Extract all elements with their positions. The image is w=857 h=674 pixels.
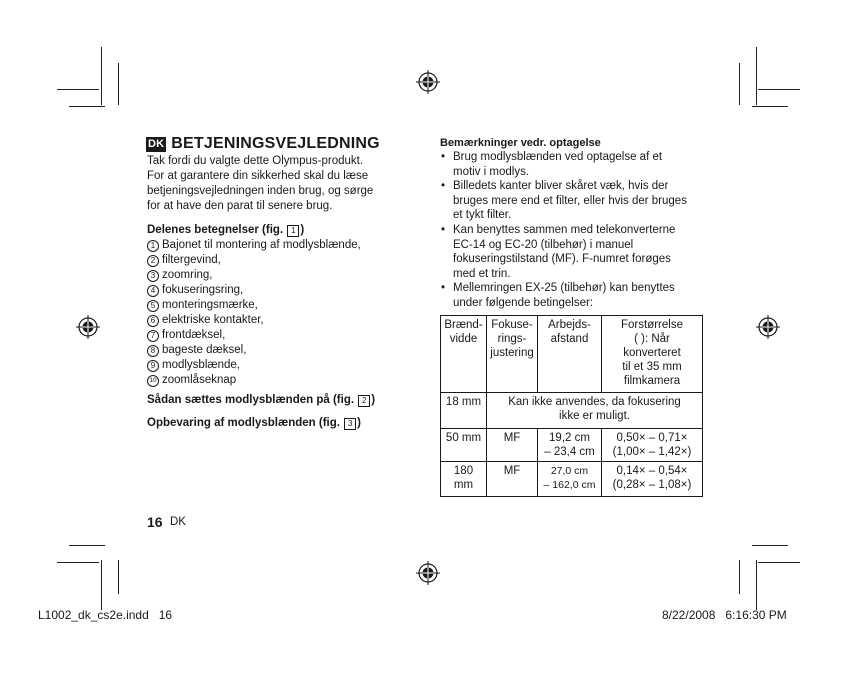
- list-item: [147, 298, 407, 313]
- hood-attach-heading: [147, 393, 407, 408]
- part-label: Bajonet til montering af modlysblænde,: [162, 239, 361, 251]
- notes-list: [440, 150, 710, 311]
- list-item: [440, 223, 710, 281]
- list-item: [440, 179, 710, 223]
- title-text: BETJENINGSVEJLEDNING: [171, 135, 380, 152]
- page-number: 16: [147, 514, 163, 530]
- bullet-line: bruges mere end et filter, eller hvis der bruges: [453, 194, 687, 207]
- registration-mark-icon: [76, 315, 100, 339]
- part-label: bageste dæksel,: [162, 344, 247, 356]
- part-number: 9: [147, 360, 159, 372]
- table-row: [441, 462, 703, 497]
- part-number: 3: [147, 270, 159, 282]
- list-item: [147, 238, 407, 253]
- header-line: afstand: [550, 333, 589, 345]
- crop-mark: [758, 562, 800, 563]
- cell-line: 0,14× – 0,54×: [616, 465, 688, 477]
- list-item: [147, 343, 407, 358]
- intro-line: for at have den parat til senere brug.: [147, 200, 333, 212]
- part-label: filtergevind,: [162, 254, 221, 266]
- bullet-line: under følgende betingelser:: [453, 296, 594, 309]
- table-cell: 50 mm: [441, 429, 487, 462]
- crop-mark: [69, 545, 105, 546]
- header-line: Forstørrelse: [621, 319, 683, 331]
- crop-mark: [69, 106, 105, 107]
- figure-ref-box: 1: [287, 225, 299, 237]
- part-number: 6: [147, 315, 159, 327]
- table-row: [441, 429, 703, 462]
- cell-line: (1,00× – 1,42×): [612, 446, 692, 458]
- crop-mark: [758, 89, 800, 90]
- intro-line: Tak fordi du valgte dette Olympus-produkt.: [147, 155, 364, 167]
- list-item: [147, 328, 407, 343]
- bullet-line: fokuseringstilstand (MF). F-numret forøges: [453, 253, 671, 266]
- cell-line: Kan ikke anvendes, da fokusering: [508, 396, 681, 408]
- header-line: vidde: [449, 333, 478, 345]
- bullet-line: • Billedets kanter bliver skåret væk, hvis der: [453, 180, 669, 193]
- intro-line: For at garantere din sikkerhed skal du læse: [147, 170, 369, 182]
- crop-mark: [739, 560, 740, 594]
- part-label: fokuseringsring,: [162, 284, 244, 296]
- header-line: ( ): Når: [634, 333, 670, 345]
- parts-heading: [147, 223, 407, 238]
- hood-store-heading: [147, 416, 407, 431]
- cell-line: (0,28× – 1,08×): [612, 479, 692, 491]
- header-line: Fokuse-: [491, 319, 533, 331]
- table-header-row: [441, 316, 703, 393]
- crop-mark: [101, 560, 102, 610]
- part-number: 10: [147, 375, 159, 387]
- bullet-line: • Kan benyttes sammen med telekonverterne: [453, 223, 676, 236]
- cell-line: – 162,0 cm: [543, 479, 596, 491]
- part-number: 2: [147, 255, 159, 267]
- notes-heading: Bemærkninger vedr. optagelse: [440, 137, 601, 149]
- figure-ref-box: 3: [344, 418, 356, 430]
- hood-attach-text: Sådan sættes modlysblænden på (fig.: [147, 394, 355, 406]
- table-header-cell: [602, 316, 703, 393]
- crop-mark: [752, 106, 788, 107]
- header-line: konverteret: [623, 347, 681, 359]
- header-line: justering: [490, 347, 534, 359]
- table-row: [441, 393, 703, 429]
- crop-mark: [756, 560, 757, 610]
- list-item: [147, 358, 407, 373]
- parts-heading-text: Delenes betegnelser (fig.: [147, 224, 284, 236]
- registration-mark-icon: [416, 561, 440, 585]
- bullet-line: motiv i modlys.: [453, 165, 530, 178]
- intro-paragraph: [147, 154, 407, 214]
- registration-mark-icon: [416, 70, 440, 94]
- footer-filename: L1002_dk_cs2e.indd 16: [38, 608, 173, 622]
- table-cell: [602, 462, 703, 497]
- header-line: Brænd-: [444, 319, 483, 331]
- part-number: 7: [147, 330, 159, 342]
- bullet-line: • Mellemringen EX-25 (tilbehør) kan benyttes: [453, 282, 675, 295]
- crop-mark: [752, 545, 788, 546]
- table-cell: [538, 462, 602, 497]
- table-header-cell: [538, 316, 602, 393]
- registration-mark-icon: [756, 315, 780, 339]
- list-item: [147, 268, 407, 283]
- crop-mark: [756, 47, 757, 105]
- hood-store-text: Opbevaring af modlysblænden (fig.: [147, 417, 340, 429]
- parts-heading-close: ): [300, 224, 305, 236]
- crop-mark: [118, 63, 119, 105]
- list-item: [147, 283, 407, 298]
- part-label: zoomring,: [162, 269, 213, 281]
- hood-store-close: ): [357, 417, 362, 429]
- table-cell: [487, 393, 703, 429]
- list-item: [147, 253, 407, 268]
- table-cell: [602, 429, 703, 462]
- table-cell: [538, 429, 602, 462]
- list-item: [440, 150, 710, 179]
- list-item: [440, 281, 710, 310]
- language-badge: DK: [148, 137, 165, 150]
- cell-line: – 23,4 cm: [544, 446, 595, 458]
- part-label: elektriske kontakter,: [162, 314, 264, 326]
- crop-mark: [118, 560, 119, 594]
- part-number: 1: [147, 240, 159, 252]
- part-number: 5: [147, 300, 159, 312]
- cell-line: ikke er muligt.: [559, 410, 630, 422]
- cell-line: 0,50× – 0,71×: [616, 432, 688, 444]
- crop-mark: [101, 47, 102, 105]
- cell-line: 27,0 cm: [550, 465, 589, 477]
- part-label: zoomlåseknap: [162, 374, 237, 386]
- table-cell: MF: [487, 429, 538, 462]
- crop-mark: [57, 89, 99, 90]
- page-language: DK: [170, 516, 186, 528]
- list-item: [147, 313, 407, 328]
- bullet-line: med et trin.: [453, 267, 511, 280]
- cell-line: 19,2 cm: [549, 432, 590, 444]
- part-label: modlysblænde,: [162, 359, 240, 371]
- part-label: monteringsmærke,: [162, 299, 258, 311]
- intro-line: betjeningsvejledningen inden brug, og sørge: [147, 185, 374, 197]
- table-header-cell: [441, 316, 487, 393]
- crop-mark: [57, 562, 99, 563]
- bullet-line: • Brug modlysblænden ved optagelse af et: [453, 151, 663, 163]
- hood-attach-close: ): [371, 394, 376, 406]
- parts-list: [147, 238, 407, 388]
- bullet-line: EC-14 og EC-20 (tilbehør) i manuel: [453, 238, 634, 251]
- part-number: 8: [147, 345, 159, 357]
- figure-ref-box: 2: [358, 395, 370, 407]
- table-cell: 180 mm: [441, 462, 487, 497]
- list-item: [147, 373, 407, 388]
- table-cell: MF: [487, 462, 538, 497]
- table-cell: 18 mm: [441, 393, 487, 429]
- header-line: Arbejds-: [548, 319, 591, 331]
- header-line: til et 35 mm: [622, 361, 682, 373]
- table-header-cell: [487, 316, 538, 393]
- crop-mark: [739, 63, 740, 105]
- part-label: frontdæksel,: [162, 329, 226, 341]
- page-title: [146, 135, 380, 153]
- part-number: 4: [147, 285, 159, 297]
- footer-timestamp: 8/22/2008 6:16:30 PM: [662, 608, 787, 622]
- header-line: rings-: [497, 333, 527, 345]
- extension-tube-table: [440, 315, 703, 497]
- header-line: filmkamera: [623, 375, 681, 387]
- bullet-line: et tykt filter.: [453, 209, 512, 222]
